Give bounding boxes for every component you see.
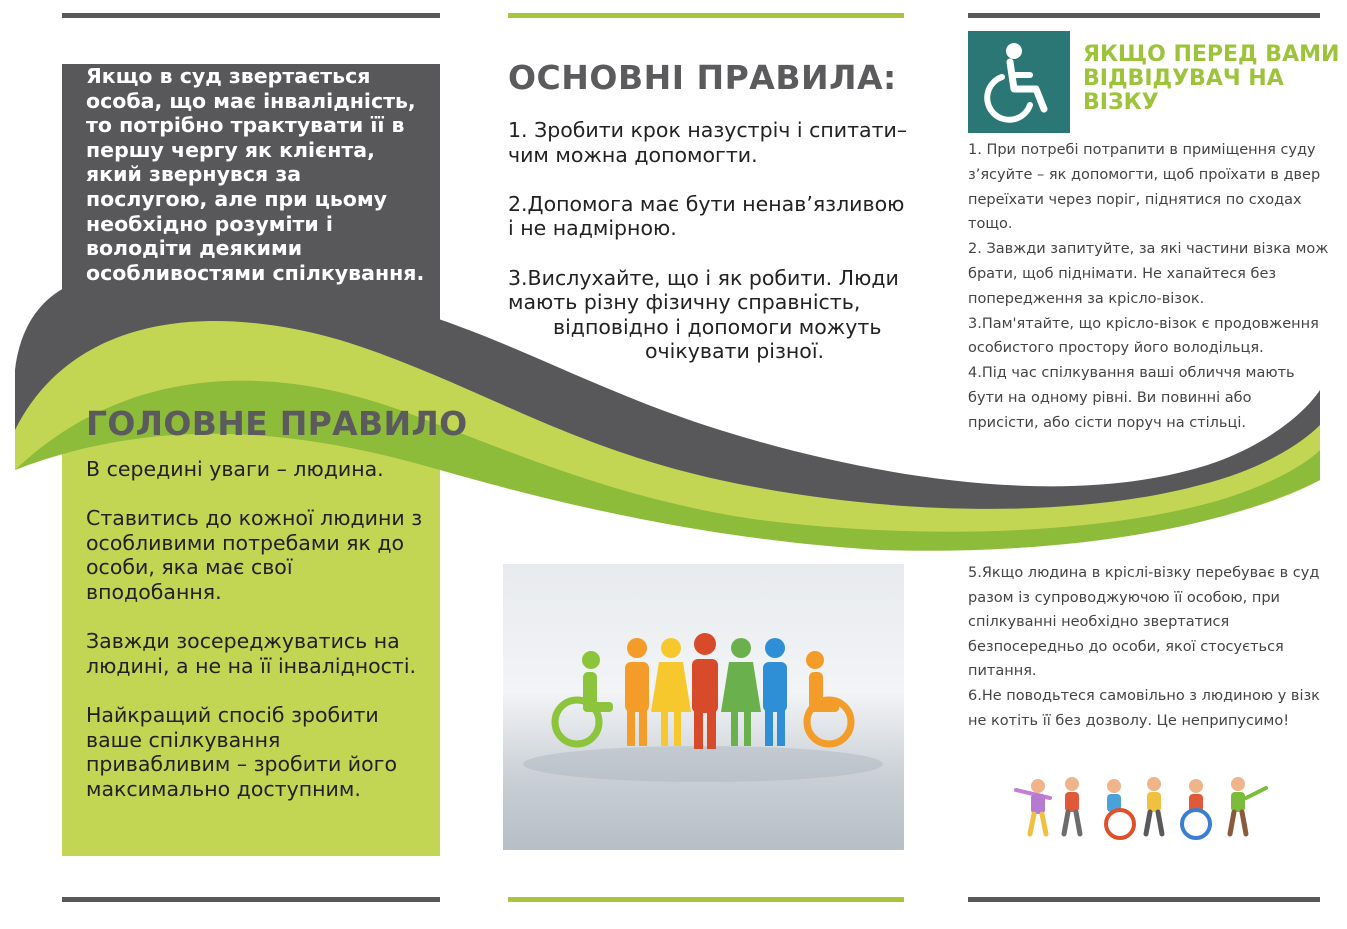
main-rule-body — [86, 457, 426, 826]
tip-line: 1. При потребі потрапити в приміщення суду — [968, 142, 1316, 158]
person-wheelchair-green-icon — [555, 651, 613, 744]
basic-rule-1: 1. Зробити крок назустріч і спитати–чим можна допомогти. — [508, 118, 908, 167]
main-rule-paragraph: В середині уваги – людина. — [86, 457, 384, 481]
basic-rule-2: 2.Допомога має бути ненав’язливою і не надмірною. — [508, 191, 905, 241]
tip-line: з’ясуйте – як допомогти, щоб проїхати в двер — [968, 166, 1321, 183]
person-wheelchair-orange-icon — [806, 651, 851, 744]
tip-line: присісти, або сісти поруч на стільці. — [968, 414, 1246, 431]
person-yellow-icon — [651, 638, 691, 746]
wheelchair-tips — [968, 138, 1328, 436]
tip-line: разом із супроводжуючою її особою, при — [968, 589, 1280, 606]
tip-line: питання. — [968, 663, 1037, 680]
wheelchair-tips-continued — [968, 561, 1328, 733]
person-orange-icon — [625, 638, 649, 746]
wheelchair-visitor-title: ЯКЩО ПЕРЕД ВАМИ ВІДВІДУВАЧ НА ВІЗКУ — [1083, 42, 1340, 115]
basic-rule-3-line1: 3.Вислухайте, що і як робити. Люди мають різну фізичну справність, — [508, 265, 899, 315]
tip-line: спілкуванні необхідно звертатися — [968, 614, 1230, 631]
wheelchair-icon — [968, 31, 1070, 133]
intro-text: Якщо в суд звертається особа, що має інвалідність, то потрібно трактувати її в першу чергу як клієнта, який звернувся за послугою, але при цьому необхідно розуміти і володіти деякими особливостями спілкування. — [86, 64, 425, 285]
tip-line: тощо. — [968, 216, 1013, 233]
inclusion-people-illustration — [503, 564, 904, 850]
tip-line: переїхати через поріг, піднятися по сходах — [968, 191, 1302, 208]
tip-line: особистого простору його володільця. — [968, 340, 1264, 357]
tip-line: 5.Якщо людина в кріслі-візку перебуває в суд — [968, 565, 1320, 581]
main-rule-paragraph: Ставитись до кожної людини з особливими потребами як до особи, яка має свої вподобання. — [86, 506, 423, 604]
basic-rule-3-line2: відповідно і допомоги можуть — [553, 314, 882, 339]
main-rule-paragraph: Завжди зосереджуватись на людині, а не на її інвалідності. — [86, 629, 417, 678]
tip-line: бути на одному рівні. Ви повинні або — [968, 389, 1252, 406]
person-red-icon — [692, 633, 718, 749]
basic-rules-list — [508, 118, 908, 389]
person-green-icon — [721, 638, 761, 746]
main-rule-paragraph: Найкращий спосіб зробити ваше спілкування привабливим – зробити його максимально доступним. — [86, 702, 397, 801]
tip-line: брати, щоб піднімати. Не хапайтеся без — [968, 265, 1277, 282]
children-holding-hands-illustration — [1010, 770, 1270, 842]
tip-line: 3.Пам'ятайте, що крісло-візок є продовження — [968, 315, 1319, 332]
tip-line: безпосередньо до особи, якої стосується — [968, 638, 1284, 655]
main-rule-title: ГОЛОВНЕ ПРАВИЛО — [86, 404, 468, 443]
basic-rule-3-line3: очікувати різної. — [645, 339, 825, 364]
tip-line: не котіть її без дозволу. Це неприпусимо! — [968, 712, 1290, 729]
basic-rules-title: ОСНОВНІ ПРАВИЛА: — [508, 58, 897, 97]
person-blue-icon — [763, 638, 787, 746]
tip-line: попередження за крісло-візок. — [968, 290, 1205, 307]
basic-rule-3 — [508, 266, 908, 364]
tip-line: 2. Завжди запитуйте, за які частини візка мож — [968, 241, 1329, 258]
tip-line: 4.Під час спілкування ваші обличчя мають — [968, 365, 1295, 382]
tip-line: 6.Не поводьтеся самовільно з людиною у візк — [968, 687, 1320, 704]
